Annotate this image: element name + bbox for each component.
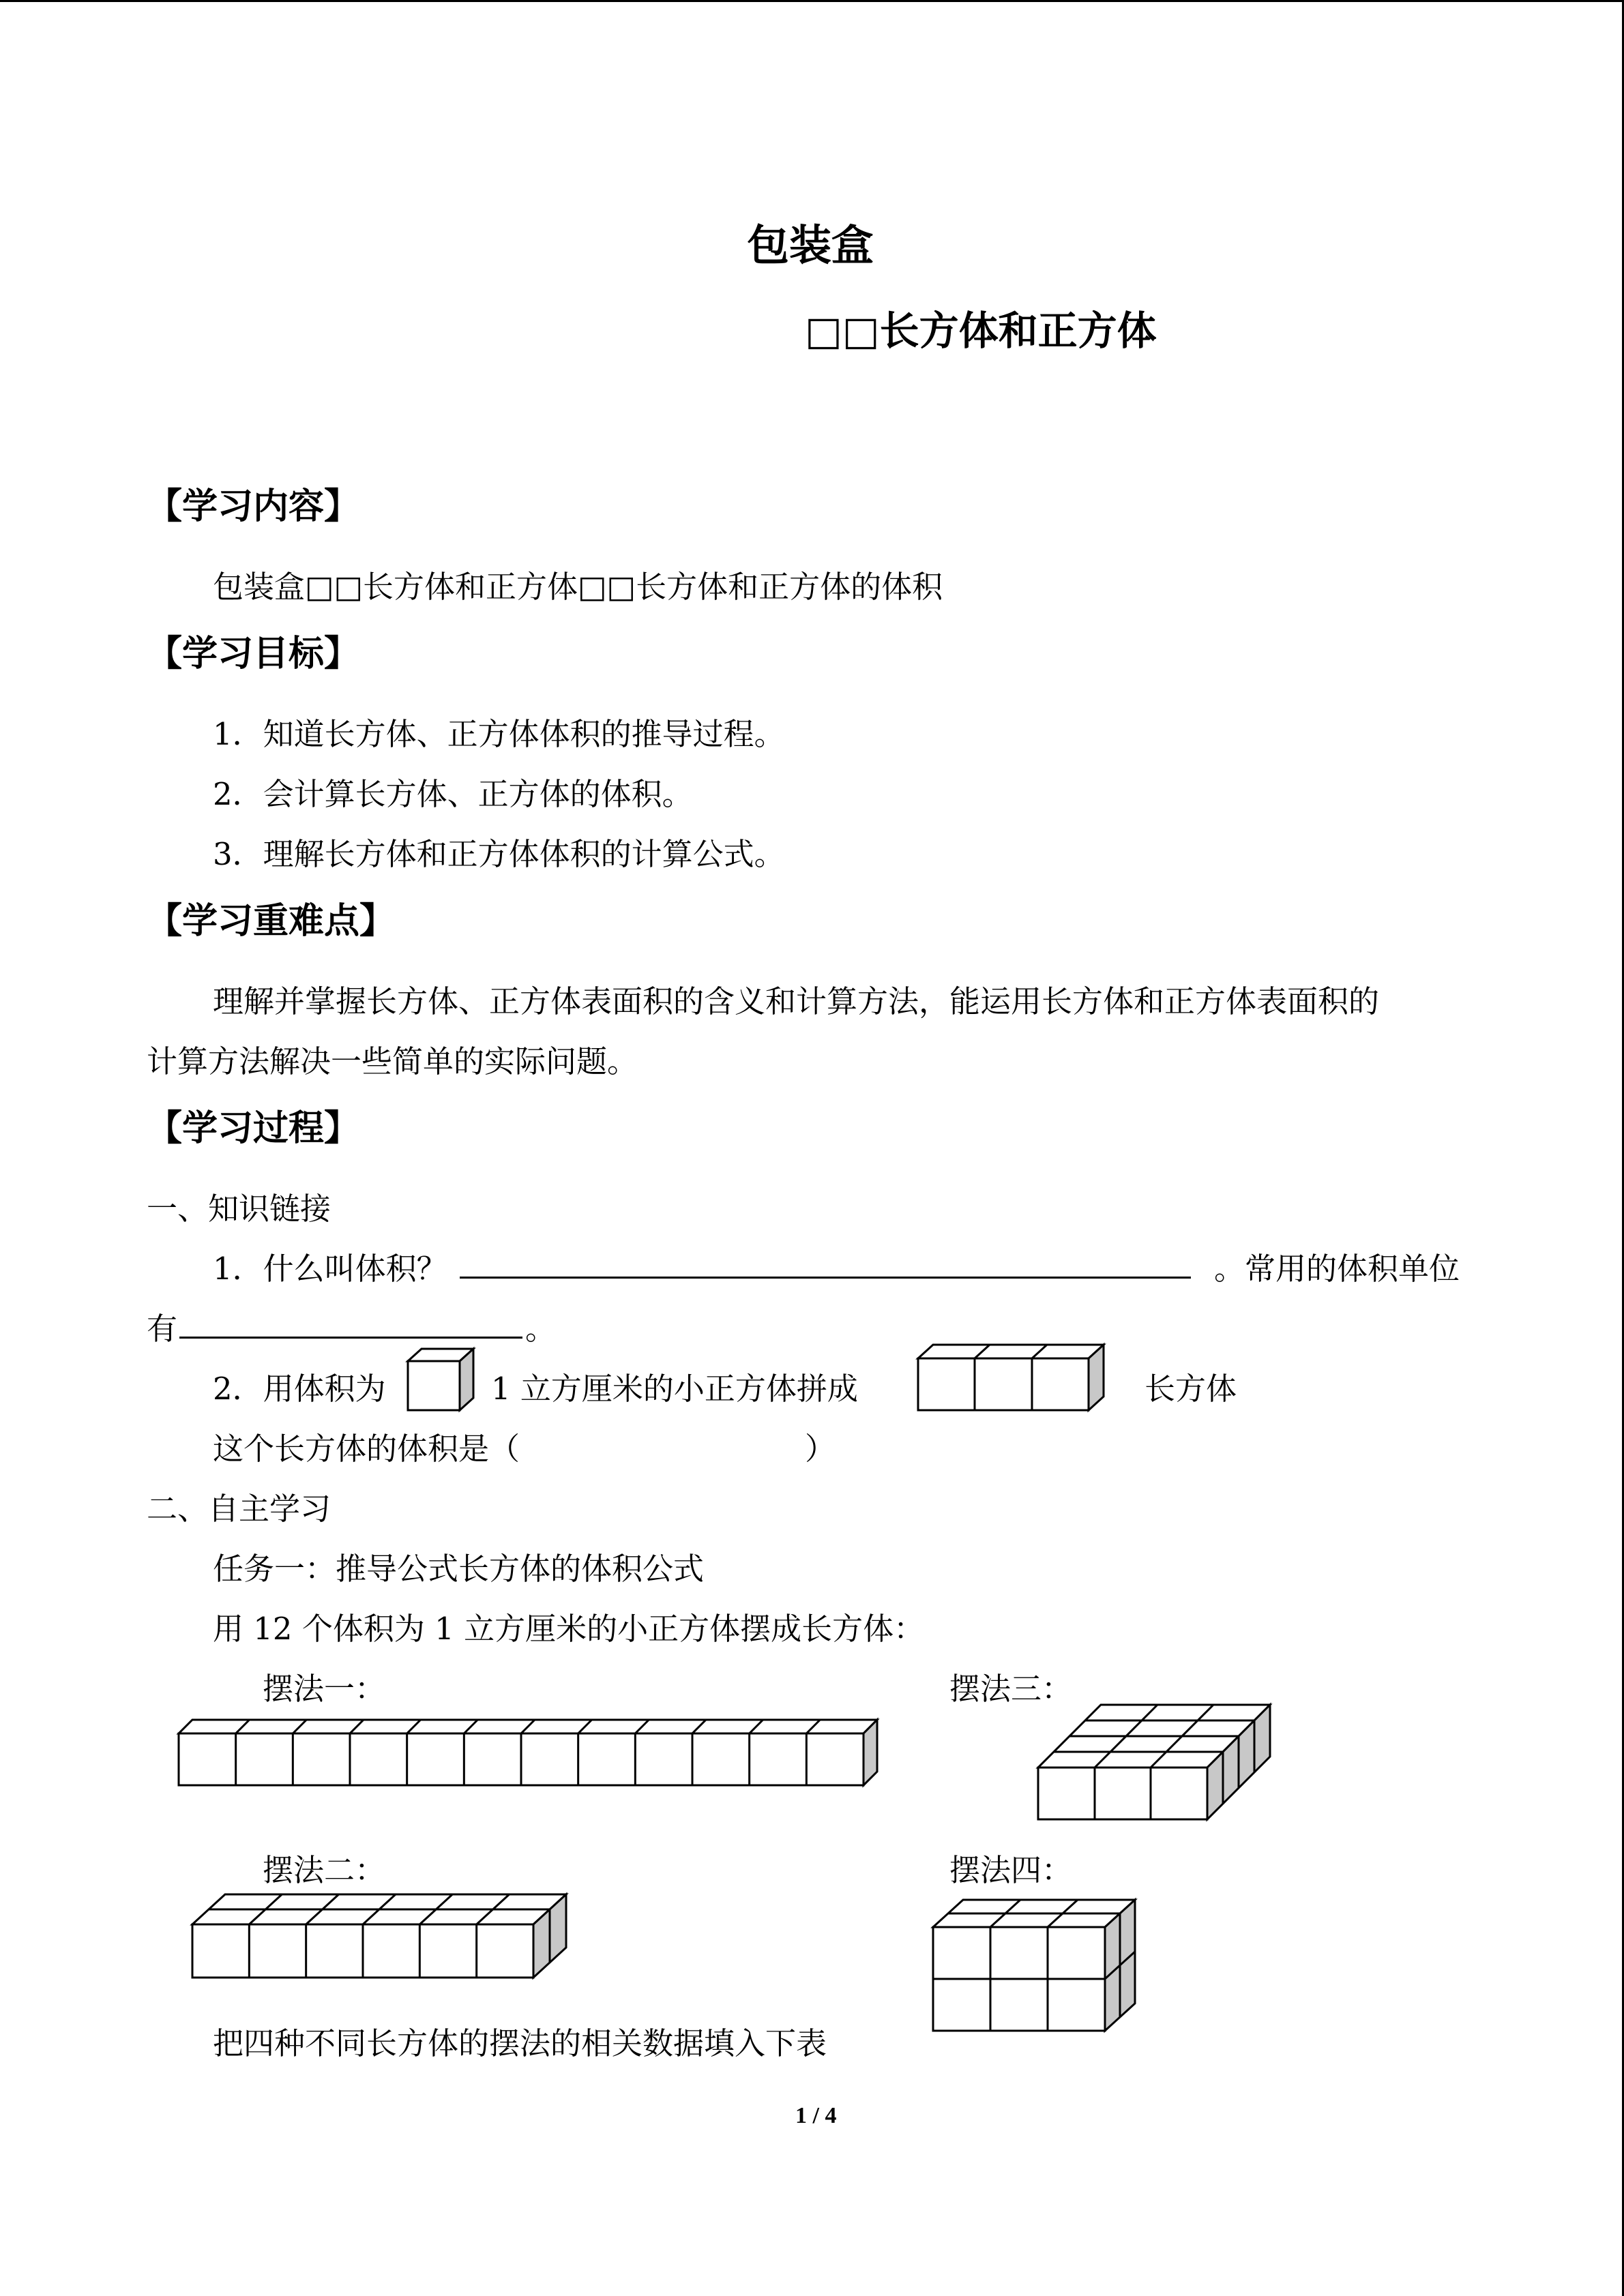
answer-blank-units[interactable]: [179, 1307, 522, 1339]
method-4-label: 摆法四：: [949, 1852, 1073, 1888]
question-2-prefix: 2．用体积为: [213, 1371, 386, 1407]
content-text: 包装盒□□长方体和正方体□□长方体和正方体的体积: [213, 569, 943, 605]
task-intro-text: 用 12 个体积为 1 立方厘米的小正方体摆成长方体：: [213, 1611, 925, 1647]
part-heading: 二、自主学习: [147, 1491, 331, 1527]
task-1-text: 任务一：推导公式长方体的体积公式: [213, 1551, 705, 1587]
question-1-line2-end: 。: [525, 1311, 557, 1347]
page-number: 1 / 4: [795, 2103, 837, 2128]
method-2-label: 摆法二：: [263, 1852, 386, 1888]
question-2-suffix: 长方体: [1145, 1371, 1237, 1407]
question-1-prefix: 1．什么叫体积？: [213, 1251, 447, 1287]
fill-table-instruction: 把四种不同长方体的摆法的相关数据填入下表: [213, 2025, 827, 2061]
answer-blank-definition[interactable]: [460, 1247, 1191, 1279]
section-heading-key-points: 【学习重难点】: [147, 901, 396, 942]
method-2-figure: [190, 1892, 572, 1980]
page-subtitle: □□长方体和正方体: [805, 308, 1157, 354]
method-1-figure: [176, 1717, 880, 1788]
section-heading-content: 【学习内容】: [147, 486, 360, 527]
key-points-line: 计算方法解决一些简单的实际问题。: [147, 1043, 638, 1079]
question-2-answer-prefix: 这个长方体的体积是（: [213, 1431, 520, 1467]
goal-item: 2．会计算长方体、正方体的体积。: [213, 776, 693, 812]
key-points-line: 理解并掌握长方体、正方体表面积的含义和计算方法，能运用长方体和正方体表面积的: [213, 983, 1380, 1019]
question-2-middle: 1 立方厘米的小正方体拼成: [491, 1371, 858, 1407]
goal-item: 3．理解长方体和正方体体积的计算公式。: [213, 836, 785, 872]
page-title: 包装盒: [747, 220, 874, 270]
page-border-top: [0, 0, 1624, 2]
part-heading: 一、知识链接: [147, 1191, 331, 1227]
question-1-line2-prefix: 有: [147, 1311, 178, 1347]
method-1-label: 摆法一：: [263, 1671, 386, 1707]
question-2-answer-suffix: ）: [805, 1431, 836, 1467]
three-cube-cuboid-figure: [915, 1342, 1106, 1413]
goal-item: 1．知道长方体、正方体体积的推导过程。: [213, 716, 785, 752]
question-1-middle: 。常用的体积单位: [1214, 1251, 1460, 1287]
method-3-label: 摆法三：: [949, 1671, 1073, 1707]
method-4-figure: [930, 1897, 1139, 2033]
section-heading-process: 【学习过程】: [147, 1108, 360, 1149]
section-heading-goals: 【学习目标】: [147, 633, 360, 674]
unit-cube-figure: [405, 1346, 487, 1414]
method-3-figure: [1035, 1702, 1274, 1822]
